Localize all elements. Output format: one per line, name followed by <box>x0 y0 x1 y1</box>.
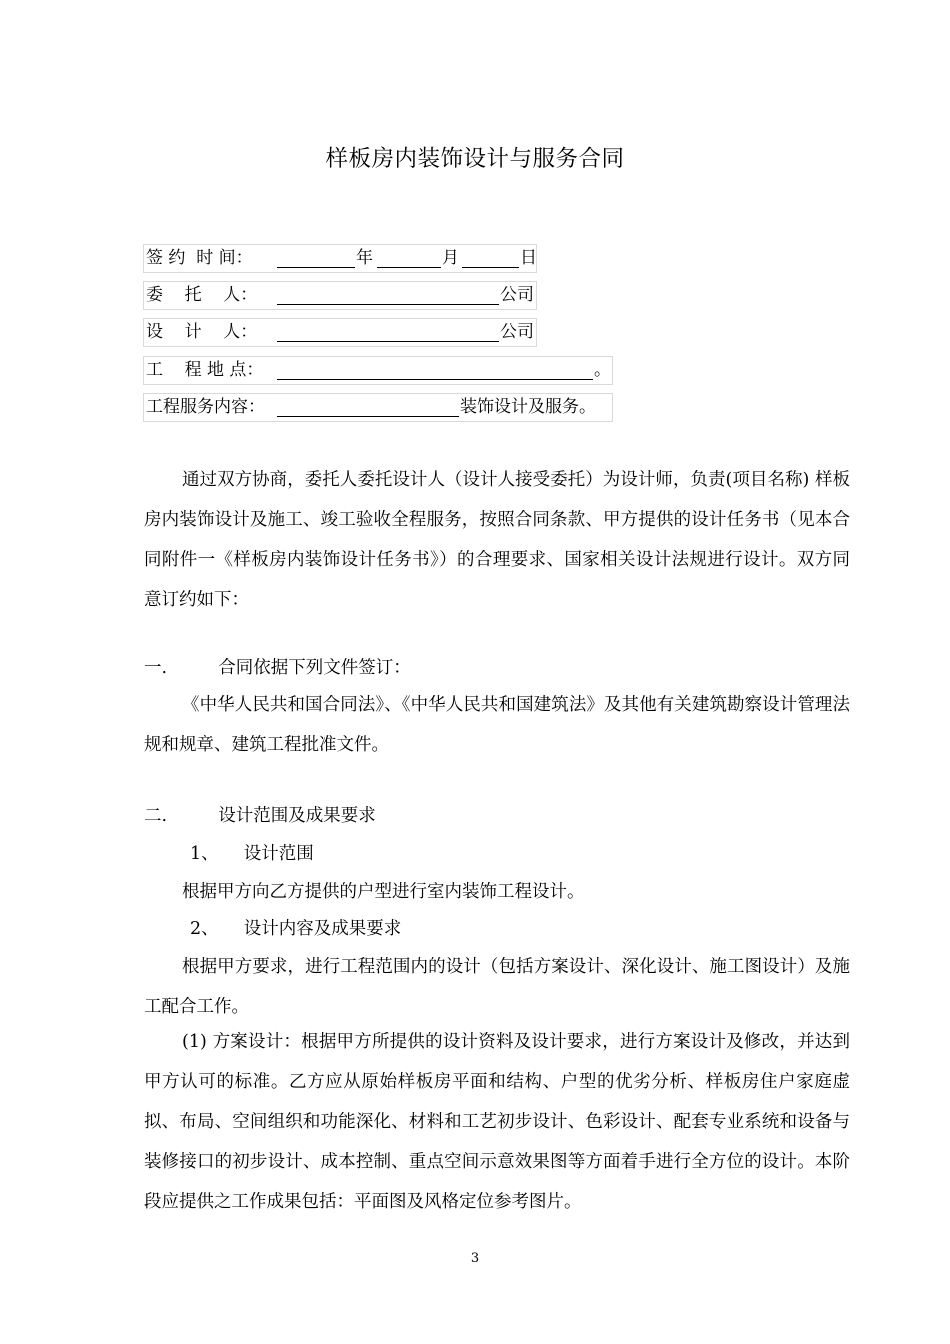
day-blank[interactable] <box>462 267 519 268</box>
sub1-title: 设计范围 <box>243 844 314 864</box>
section2-heading <box>144 796 376 836</box>
section2-sub2-text: 根据甲方要求，进行工程范围内的设计（包括方案设计、深化设计、施工图设计）及施工配合工作。 <box>144 957 850 1017</box>
intro-paragraph: 通过双方协商，委托人委托设计人（设计人接受委托）为设计师，负责(项目名称) 样板房内装饰设计及施工、竣工验收全程服务，按照合同条款、甲方提供的设计任务书（见本合同附件一《样板房内装饰设计任务书》）的合理要求、国家相关设计法规进行设计。双方同意订约如下： <box>144 470 850 610</box>
designer-label: 设 计 人： <box>146 322 258 342</box>
section2-title: 设计范围及成果要求 <box>218 806 376 826</box>
contract-title: 样板房内装饰设计与服务合同 <box>325 146 625 172</box>
section2-number: 二. <box>144 806 168 826</box>
section2-sub1-heading <box>190 834 314 874</box>
section2-sub1-text: 根据甲方向乙方提供的户型进行室内装饰工程设计。 <box>182 882 585 902</box>
field-client <box>143 281 537 310</box>
section1-heading <box>144 648 411 688</box>
client-suffix: 公司 <box>500 285 534 305</box>
section1-title: 合同依据下列文件签订： <box>218 658 411 678</box>
site-blank[interactable] <box>277 379 593 380</box>
service-label: 工程服务内容： <box>146 397 265 417</box>
section1-text: 《中华人民共和国合同法》、《中华人民共和国建筑法》及其他有关建筑勘察设计管理法规和规章、建筑工程批准文件。 <box>144 695 850 755</box>
sign-time-label: 签 约 时 间： <box>146 248 253 268</box>
section2-sub2-heading <box>190 909 401 949</box>
designer-blank[interactable] <box>277 341 499 342</box>
field-service <box>143 393 613 422</box>
year-label: 年 <box>356 248 373 268</box>
field-sign-time <box>143 244 537 273</box>
client-label: 委 托 人： <box>146 285 258 305</box>
sub1-number: 1、 <box>190 844 219 864</box>
service-suffix: 装饰设计及服务。 <box>460 397 596 417</box>
client-blank[interactable] <box>277 304 499 305</box>
site-label: 工 程 地 点： <box>146 360 264 380</box>
section1-number: 一. <box>144 658 168 678</box>
year-blank[interactable] <box>277 267 355 268</box>
designer-suffix: 公司 <box>500 322 534 342</box>
day-label: 日 <box>520 248 537 268</box>
site-suffix: 。 <box>594 360 611 380</box>
month-blank[interactable] <box>377 267 441 268</box>
field-site <box>143 356 613 385</box>
sub2-title: 设计内容及成果要求 <box>243 919 402 939</box>
field-designer <box>143 318 537 347</box>
page-number: 3 <box>470 1251 480 1266</box>
month-label: 月 <box>442 248 459 268</box>
service-blank[interactable] <box>277 416 459 417</box>
sub2-number: 2、 <box>190 919 219 939</box>
section2-item1-text: (1) 方案设计：根据甲方所提供的设计资料及设计要求，进行方案设计及修改，并达到甲方认可的标准。乙方应从原始样板房平面和结构、户型的优劣分析、样板房住户家庭虚拟、布局、空间组织和功能深化、材料和工艺初步设计、色彩设计、配套专业系统和设备与装修接口的初步设计、成本控制、重点空间示意效果图等方面着手进行全方位的设计。本阶段应提供之工作成果包括：平面图及风格定位参考图片。 <box>144 1032 850 1212</box>
